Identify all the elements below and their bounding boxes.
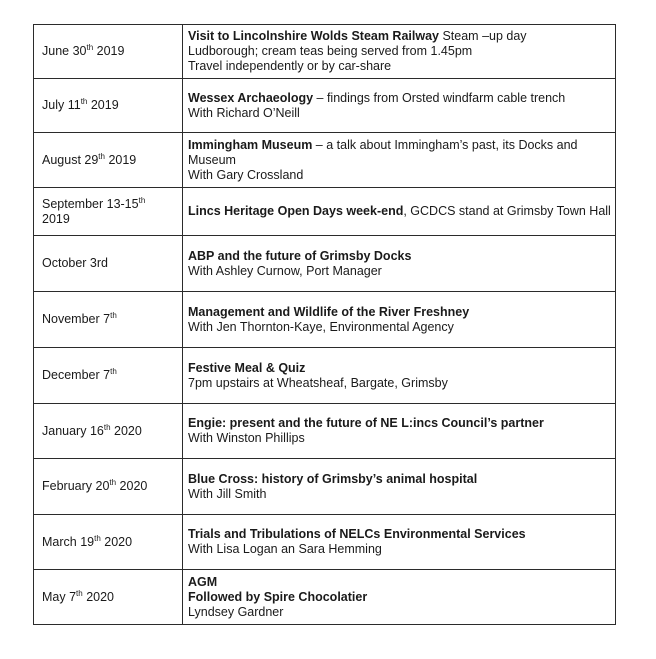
event-row: [34, 348, 616, 404]
event-date: March 19th 2020: [34, 515, 183, 570]
event-description: Lincs Heritage Open Days week-end, GCDCS stand at Grimsby Town Hall: [183, 188, 616, 236]
event-row: [34, 79, 616, 133]
event-title: Visit to Lincolnshire Wolds Steam Railway: [188, 29, 439, 43]
event-date: August 29th 2019: [34, 133, 183, 188]
event-date: November 7th: [34, 292, 183, 348]
event-title: ABP and the future of Grimsby Docks: [188, 248, 412, 263]
event-row: [34, 236, 616, 292]
event-row: [34, 188, 616, 236]
event-date: January 16th 2020: [34, 404, 183, 459]
event-row: [34, 133, 616, 188]
event-description: Visit to Lincolnshire Wolds Steam Railway Steam –up day Ludborough; cream teas being served from 1.45pm Travel independently or by car-share: [183, 25, 616, 79]
event-title: Followed by Spire Chocolatier: [188, 589, 368, 604]
event-detail: With Richard O’Neill: [188, 105, 300, 120]
event-description: [183, 236, 616, 292]
event-description: [183, 459, 616, 515]
event-detail: With Jill Smith: [188, 486, 267, 501]
event-date: September 13-15th 2019: [34, 188, 183, 236]
event-detail: With Ashley Curnow, Port Manager: [188, 263, 382, 278]
event-row: [34, 570, 616, 625]
event-row: [34, 515, 616, 570]
event-detail: With Winston Phillips: [188, 431, 305, 445]
events-table-body: [34, 25, 616, 625]
event-title: Lincs Heritage Open Days week-end: [188, 204, 404, 218]
event-title: Festive Meal & Quiz: [188, 360, 306, 375]
event-description: [183, 570, 616, 625]
event-detail: With Lisa Logan an Sara Hemming: [188, 542, 382, 556]
event-row: [34, 292, 616, 348]
event-detail: Ludborough; cream teas being served from 1.45pm: [188, 44, 473, 58]
event-title: Management and Wildlife of the River Freshney: [188, 304, 470, 319]
event-title: Trials and Tribulations of NELCs Environmental Services: [188, 527, 526, 541]
event-description: [183, 404, 616, 459]
event-date: December 7th: [34, 348, 183, 404]
event-row: [34, 459, 616, 515]
event-date: June 30th 2019: [34, 25, 183, 79]
event-date: May 7th 2020: [34, 570, 183, 625]
event-detail: With Jen Thornton-Kaye, Environmental Agency: [188, 319, 454, 334]
event-detail: With Gary Crossland: [188, 167, 304, 182]
events-table: [33, 24, 616, 625]
event-title: Immingham Museum: [188, 137, 313, 152]
event-detail: 7pm upstairs at Wheatsheaf, Bargate, Grimsby: [188, 375, 448, 390]
event-date: October 3rd: [34, 236, 183, 292]
event-description: Immingham Museum – a talk about Immingham’s past, its Docks and Museum With Gary Crossland: [183, 133, 616, 188]
event-title: Blue Cross: history of Grimsby’s animal hospital: [188, 471, 478, 486]
event-description: [183, 348, 616, 404]
event-title: Wessex Archaeology: [188, 90, 314, 105]
event-title: Engie: present and the future of NE L:incs Council’s partner: [188, 416, 544, 430]
event-title: AGM: [188, 574, 218, 589]
event-description: [183, 515, 616, 570]
event-description: Wessex Archaeology – findings from Orsted windfarm cable trench With Richard O’Neill: [183, 79, 616, 133]
event-date: February 20th 2020: [34, 459, 183, 515]
event-detail: Lyndsey Gardner: [188, 604, 284, 619]
event-description: [183, 292, 616, 348]
event-row: [34, 404, 616, 459]
event-row: [34, 25, 616, 79]
event-detail: Travel independently or by car-share: [188, 59, 392, 73]
event-date: July 11th 2019: [34, 79, 183, 133]
